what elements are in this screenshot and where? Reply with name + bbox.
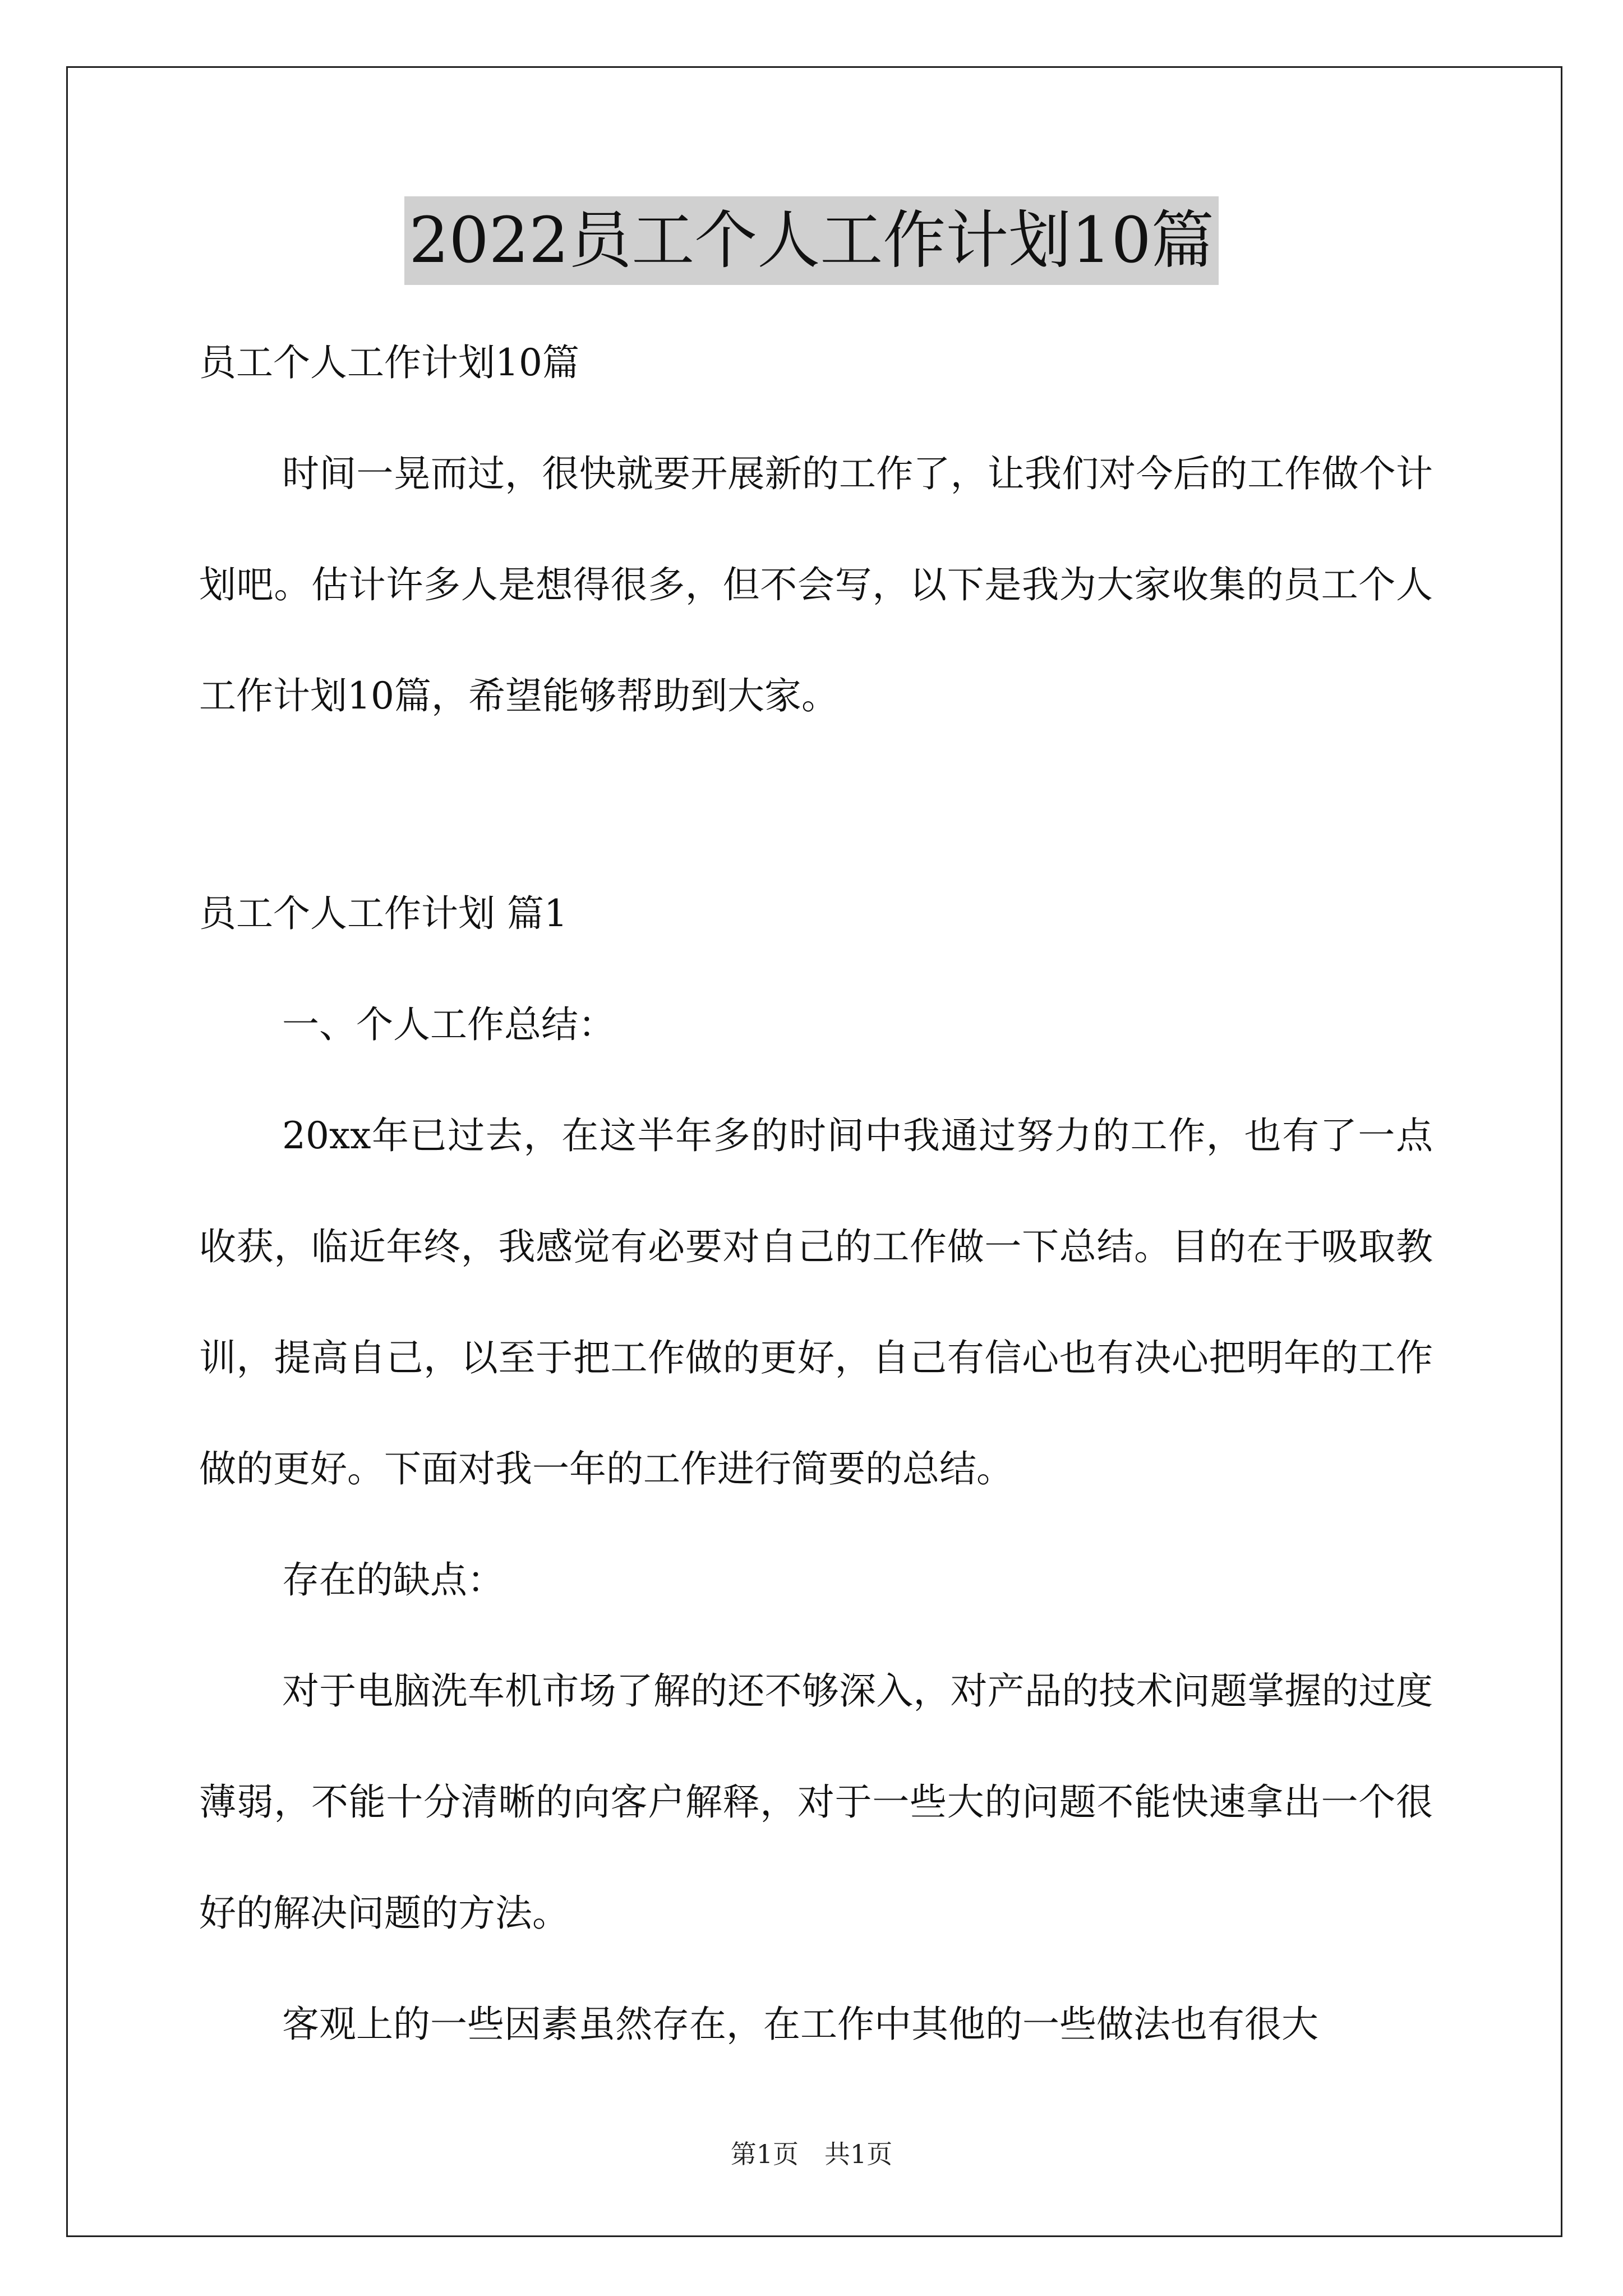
intro-paragraph: 时间一晃而过，很快就要开展新的工作了，让我们对今后的工作做个计划吧。估计许多人是想得很多，但不会写，以下是我为大家收集的员工个人工作计划10篇，希望能够帮助到大家。 [199,452,1433,717]
document-body [199,307,1433,2080]
summary-paragraph: 20xx年已过去，在这半年多的时间中我通过努力的工作，也有了一点收获，临近年终，我感觉有必要对自己的工作做一下总结。目的在于吸取教训，提高自己，以至于把工作做的更好，自己有信心也有决心把明年的工作做的更好。下面对我一年的工作进行简要的总结。 [199,1114,1433,1490]
subsection-heading: 一、个人工作总结： [282,1003,615,1046]
document-title: 2022员工个人工作计划10篇 [404,196,1219,285]
section-heading: 员工个人工作计划 篇1 [199,892,568,935]
subtitle-paragraph: 员工个人工作计划10篇 [199,341,579,384]
shortcomings-paragraph: 对于电脑洗车机市场了解的还不够深入，对产品的技术问题掌握的过度薄弱，不能十分清晰的向客户解释，对于一些大的问题不能快速拿出一个很好的解决问题的方法。 [199,1669,1433,1935]
page-footer: 第1页 共1页 [730,2139,893,2169]
shortcomings-heading: 存在的缺点： [282,1558,504,1602]
title-area [0,196,1623,285]
objective-paragraph: 客观上的一些因素虽然存在，在工作中其他的一些做法也有很大 [282,2003,1318,2046]
